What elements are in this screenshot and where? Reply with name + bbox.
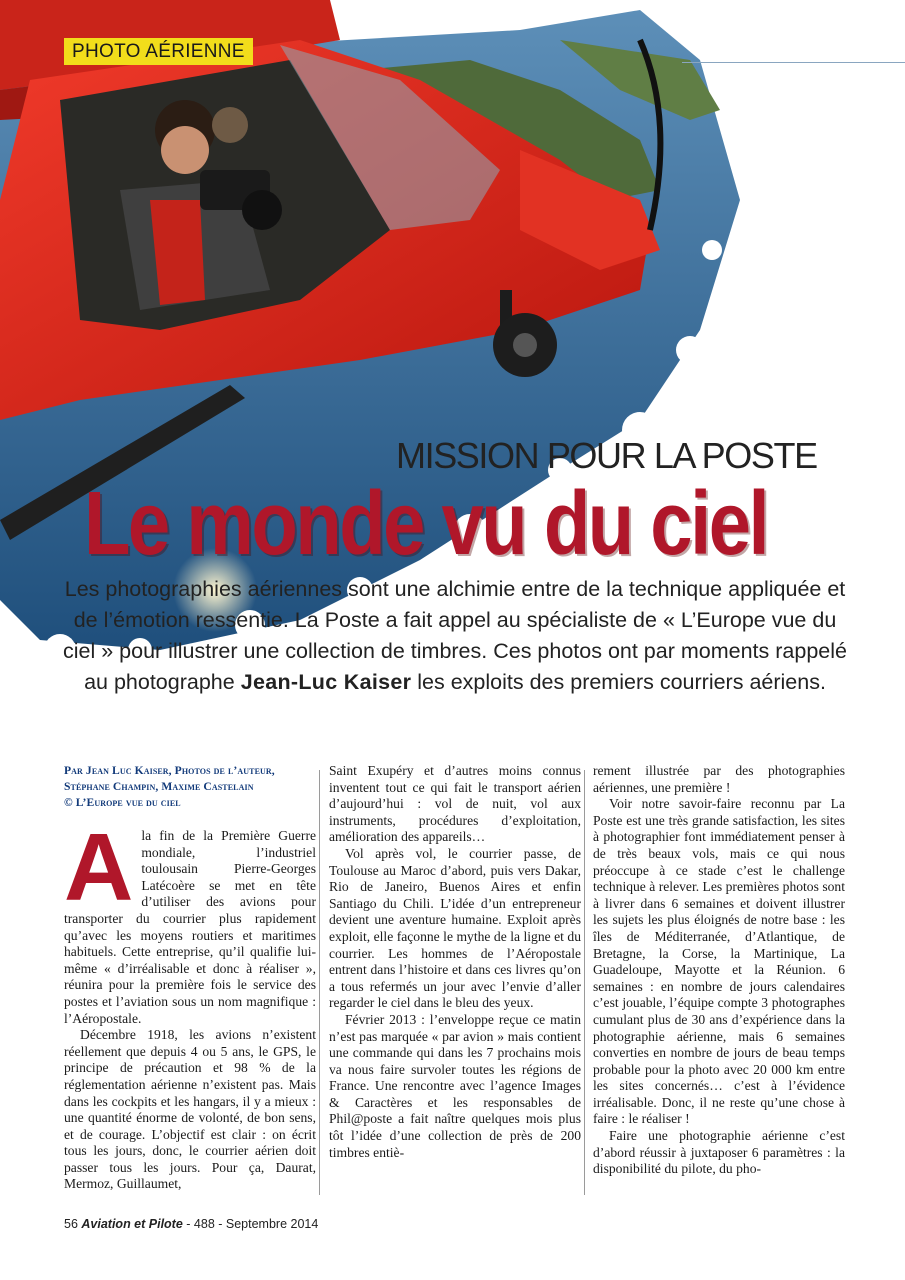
byline-line-2: Stéphane Champin, Maxime Castelain xyxy=(64,780,254,793)
section-tag: PHOTO AÉRIENNE xyxy=(64,38,253,65)
header-rule xyxy=(682,62,905,63)
issue-info: - 488 - Septembre 2014 xyxy=(186,1217,319,1231)
paragraph: rement illustrée par des photographies aériennes, une première ! xyxy=(593,763,845,795)
column-divider xyxy=(584,770,585,1195)
column-divider xyxy=(319,770,320,1195)
standfirst-author: Jean-Luc Kaiser xyxy=(240,670,412,694)
article-standfirst xyxy=(60,574,850,698)
article-kicker: MISSION POUR LA POSTE xyxy=(396,435,817,476)
page-number: 56 xyxy=(64,1217,78,1231)
article-headline: Le monde vu du ciel xyxy=(84,473,768,574)
paragraph xyxy=(64,814,316,1027)
byline-line-1: Par Jean Luc Kaiser, Photos de l’auteur, xyxy=(64,764,275,777)
byline-line-3: © L’Europe vue du ciel xyxy=(64,796,181,809)
magazine-name: Aviation et Pilote xyxy=(81,1217,183,1231)
drop-cap: A xyxy=(64,814,134,921)
paragraph: Février 2013 : l’enveloppe reçue ce matin n’est pas marquée « par avion » mais contient une commande qui dans les 7 prochains mois va nous faire survoler toutes les régions de France. Une rencontre avec l’agence Images & Caractères et les responsables de Phil@poste a fait naître quelques mois plus tôt l’idée d’une collection de près de 200 timbres entiè- xyxy=(329,1011,581,1160)
paragraph-text: la fin de la Première Guerre mondiale, l’industriel toulousain Pierre-Georges Latécoère se met en tête d’utiliser des avions pour transporter du courrier plus rapidement qu’avec les moyens routiers et maritimes habituels. Cette entreprise, qu’il qualifie lui-même « d’irréalisable et donc à réaliser », réunira pour la première fois le service des postes et l’aviation sous un nom magnifique : l’Aéropostale. xyxy=(64,828,316,1026)
paragraph: Faire une photographie aérienne c’est d’abord réussir à juxtaposer 6 paramètres : la disponibilité du pilote, du pho- xyxy=(593,1128,845,1177)
article-column-1 xyxy=(64,763,316,1193)
standfirst-text-before: Les photographies aériennes sont une alchimie entre de la technique appliquée et de l’émotion ressentie. La Poste a fait appel au spécialiste de « L’Europe vue du ciel » pour illustrer une collection de timbres. Ces photos ont par moments rappelé au photographe xyxy=(63,577,847,694)
article-column-2 xyxy=(329,763,581,1161)
article-byline xyxy=(64,763,316,811)
page-footer xyxy=(64,1217,318,1231)
paragraph: Voir notre savoir-faire reconnu par La Poste est une très grande satisfaction, les sites à photographier font immédiatement penser à de très beaux vols, mais ce qui nous préoccupe à ce stade c’est le challenge technique à relever. Les premières photos sont à livrer dans 6 semaines et doivent illustrer les sujets les plus éloignés de notre base : les îles de Méditerranée, d’Atlantique, de Bretagne, la Corse, la Martinique, La Guadeloupe, Mayotte et la Réunion. 6 semaines : en nombre de jours calendaires c’est jouable, l’équipe compte 3 photographes cumulant plus de 30 ans d’expérience dans la photographie aérienne, mais 6 semaines converties en nombre de jours de beau temps probable pour la photo avec 20 000 km entre les sites concernés… c’est à l’évidence irréalisable. Donc, il ne reste qu’une chose à faire : le réaliser ! xyxy=(593,796,845,1127)
paragraph: Décembre 1918, les avions n’existent réellement que depuis 4 ou 5 ans, le GPS, le principe de précaution et 98 % de la réglementation aérienne n’existent pas. Mais dans les cockpits et les hangars, il y a mieux : une quantité énorme de volonté, de bon sens, et de courage. L’objectif est clair : on écrit tous les jours, donc, le courrier aérien doit passer tous les jours. Pour ça, Daurat, Mermoz, Guillaumet, xyxy=(64,1027,316,1192)
article-column-3 xyxy=(593,763,845,1178)
paragraph: Vol après vol, le courrier passe, de Toulouse au Maroc d’abord, puis vers Dakar, Rio de Janeiro, Buenos Aires et enfin Santiago du Chili. L’idée d’un entrepreneur devient une aventure humaine. Exploit après exploit, elle façonne le mythe de la ligne et du courrier. Les hommes de l’Aéropostale entrent dans l’histoire et dans ces livres qu’on a tous refermés un jour avec l’envie d’aller regarder le ciel dans le bleu des yeux. xyxy=(329,845,581,1011)
standfirst-text-after: les exploits des premiers courriers aériens. xyxy=(411,670,826,694)
paragraph: Saint Exupéry et d’autres moins connus inventent tout ce qui fait le transport aérien d’aujourd’hui : vol de nuit, vol aux instruments, procédures d’exploitation, amélioration des appareils… xyxy=(329,763,581,845)
